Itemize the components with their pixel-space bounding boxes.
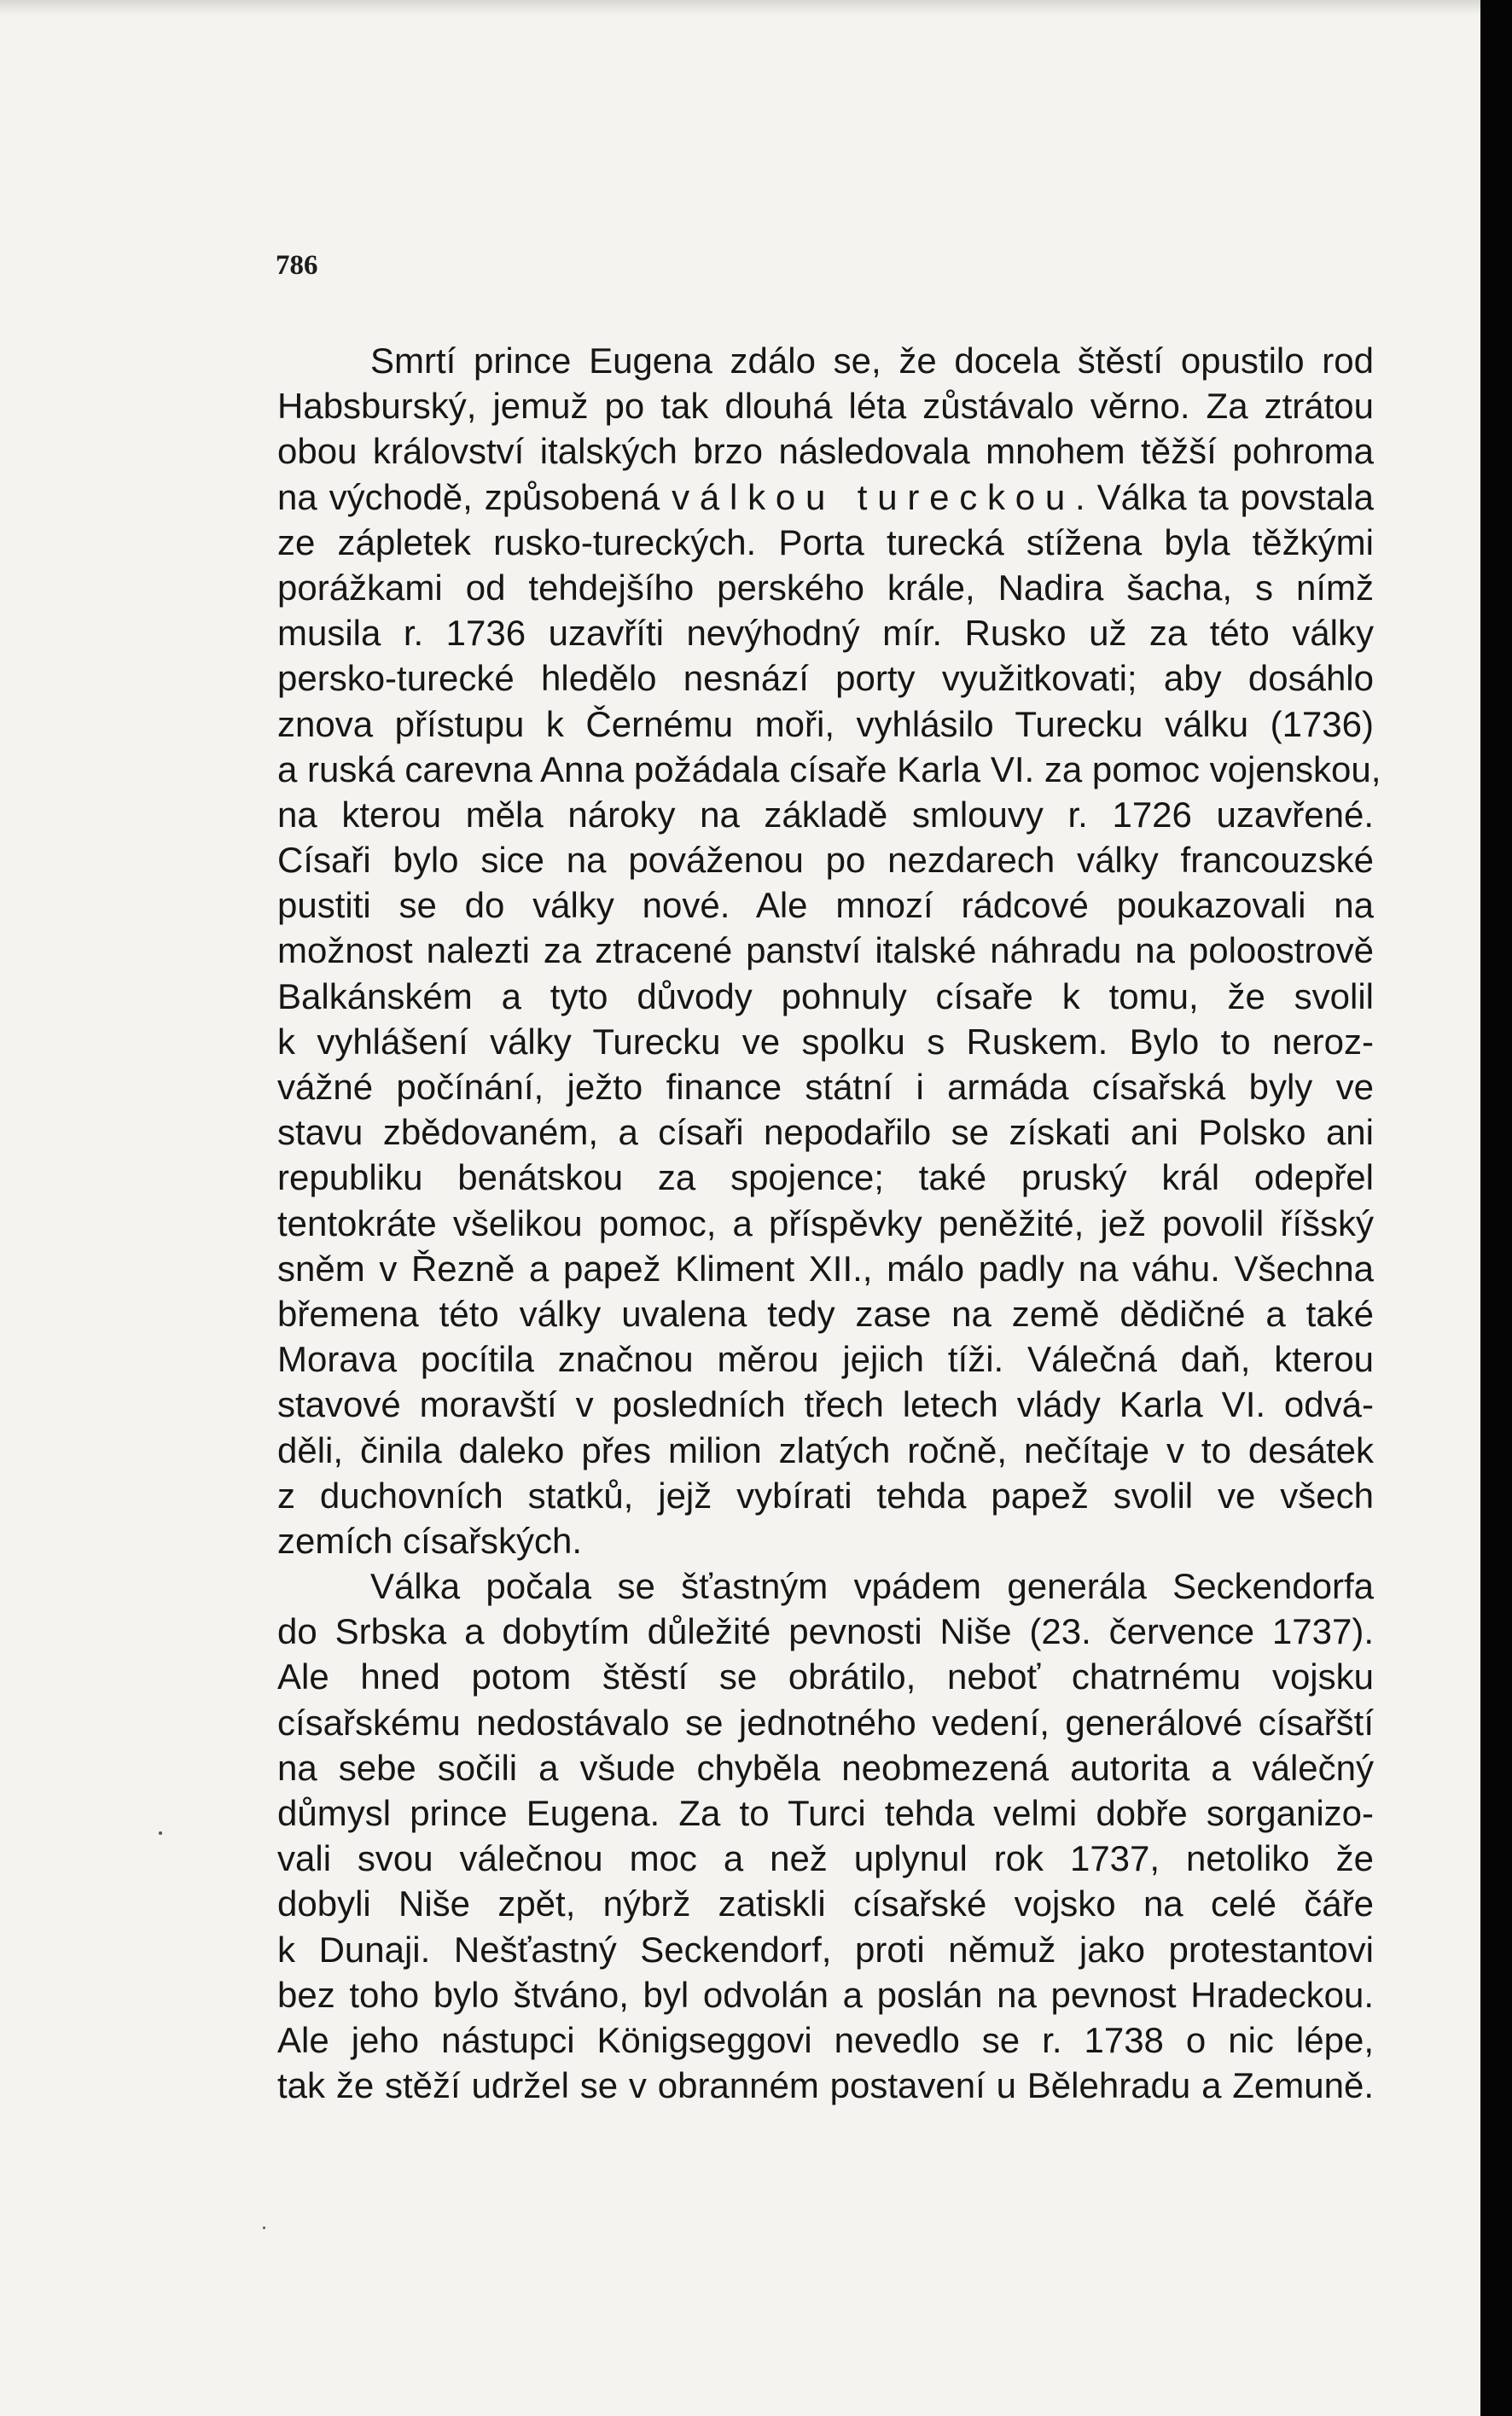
text-line: zemích císařských. xyxy=(277,1520,583,1561)
text-line xyxy=(277,474,1374,520)
page-number: 786 xyxy=(276,250,318,281)
text-line: ze zápletek rusko-tureckých. Porta turecká stížena byla těžkými xyxy=(277,521,1374,562)
text-line: Balkánském a tyto důvody pohnuly císaře k tomu, že svolil xyxy=(277,975,1374,1016)
paragraph-1 xyxy=(277,338,1381,1563)
text-line: Smrtí prince Eugena zdálo se, že docela štěstí opustilo rod xyxy=(370,341,1374,381)
text-line: vážné počínání, ježto finance státní i armáda císařská byly ve xyxy=(277,1067,1374,1107)
text-line: stavu zbědovaném, a císaři nepodařilo se získati ani Polsko ani xyxy=(277,1112,1374,1153)
text-line: do Srbska a dobytím důležité pevnosti Niše (23. července 1737). xyxy=(277,1611,1374,1652)
text-line: Císaři bylo sice na pováženou po nezdarech války francouzské xyxy=(277,840,1374,881)
text-line: znova přístupu k Černému moři, vyhlásilo Turecku válku (1736) xyxy=(277,703,1374,744)
text-line: Ale hned potom štěstí se obrátilo, neboť chatrnému vojsku xyxy=(277,1656,1374,1697)
text-line: dobyli Niše zpět, nýbrž zatiskli císařské vojsko na celé čáře xyxy=(277,1883,1374,1924)
text-line: tentokráte všelikou pomoc, a příspěvky peněžité, jež povolil říšský xyxy=(277,1202,1374,1243)
text-line: tak že stěží udržel se v obranném postavení u Bělehradu a Zemuně. xyxy=(277,2065,1374,2106)
text-line-end: . Válka ta povstala xyxy=(1074,476,1374,517)
text-line: děli, činila daleko přes milion zlatých ročně, nečítaje v to desátek xyxy=(277,1429,1374,1470)
text-line: Válka počala se šťastným vpádem generála Seckendorfa xyxy=(370,1566,1374,1607)
text-line: pustiti se do války nové. Ale mnozí rádcové poukazovali na xyxy=(277,885,1374,926)
text-line: sněm v Řezně a papež Kliment XII., málo padly na váhu. Všechna xyxy=(277,1248,1374,1289)
text-line: na kterou měla nároky na základě smlouvy r. 1726 uzavřené. xyxy=(277,794,1374,835)
text-line: stavové moravští v posledních třech letech vlády Karla VI. odvá- xyxy=(277,1384,1374,1425)
text-line: bez toho bylo štváno, byl odvolán a poslán na pevnost Hradeckou. xyxy=(277,1974,1374,2015)
text-line: Morava pocítila značnou měrou jejich tíži. Válečná daň, kterou xyxy=(277,1339,1374,1380)
text-line: z duchovních statků, jejž vybírati tehda papež svolil ve všech xyxy=(277,1475,1374,1516)
text-line: vali svou válečnou moc a než uplynul rok 1737, netoliko že xyxy=(277,1838,1374,1879)
text-line: a ruská carevna Anna požádala císaře Karla VI. za pomoc vojenskou, xyxy=(277,748,1381,789)
text-line: na sebe sočili a všude chyběla neobmezená autorita a válečný xyxy=(277,1747,1374,1788)
body-text xyxy=(277,338,1381,2108)
scan-border xyxy=(1480,0,1512,2416)
text-line-start: na východě, způsobená xyxy=(277,476,672,517)
text-line: obou království italských brzo následovala mnohem těžší pohroma xyxy=(277,431,1374,472)
text-line: republiku benátskou za spojence; také pruský král odepřel xyxy=(277,1157,1374,1198)
text-line: břemena této války uvalena tedy zase na země dědičné a také xyxy=(277,1293,1374,1334)
text-line: porážkami od tehdejšího perského krále, Nadira šacha, s nímž xyxy=(277,567,1374,608)
text-line: k vyhlášení války Turecku ve spolku s Ruskem. Bylo to neroz- xyxy=(277,1021,1374,1062)
text-line: Ale jeho nástupci Königseggovi nevedlo se r. 1738 o nic lépe, xyxy=(277,2019,1374,2060)
text-line: důmysl prince Eugena. Za to Turci tehda velmi dobře sorganizo- xyxy=(277,1793,1374,1833)
text-line: možnost nalezti za ztracené panství italské náhradu na poloostrově xyxy=(277,930,1374,971)
text-line: Habsburský, jemuž po tak dlouhá léta zůstávalo věrno. Za ztrátou xyxy=(277,386,1374,427)
text-line: persko-turecké hledělo nesnází porty využitkovati; aby dosáhlo xyxy=(277,658,1374,699)
paper-speck xyxy=(159,1831,162,1835)
paper-speck xyxy=(263,2227,265,2229)
paragraph-2 xyxy=(277,1563,1374,2108)
text-line: k Dunaji. Nešťastný Seckendorf, proti němuž jako protestantovi xyxy=(277,1929,1374,1970)
page-top-shadow xyxy=(0,0,1480,15)
text-line: císařskému nedostávalo se jednotného vedení, generálové císařští xyxy=(277,1702,1374,1743)
text-line: musila r. 1736 uzavříti nevýhodný mír. Rusko už za této války xyxy=(277,613,1374,654)
emphasized-text: válkou tureckou xyxy=(672,476,1075,517)
